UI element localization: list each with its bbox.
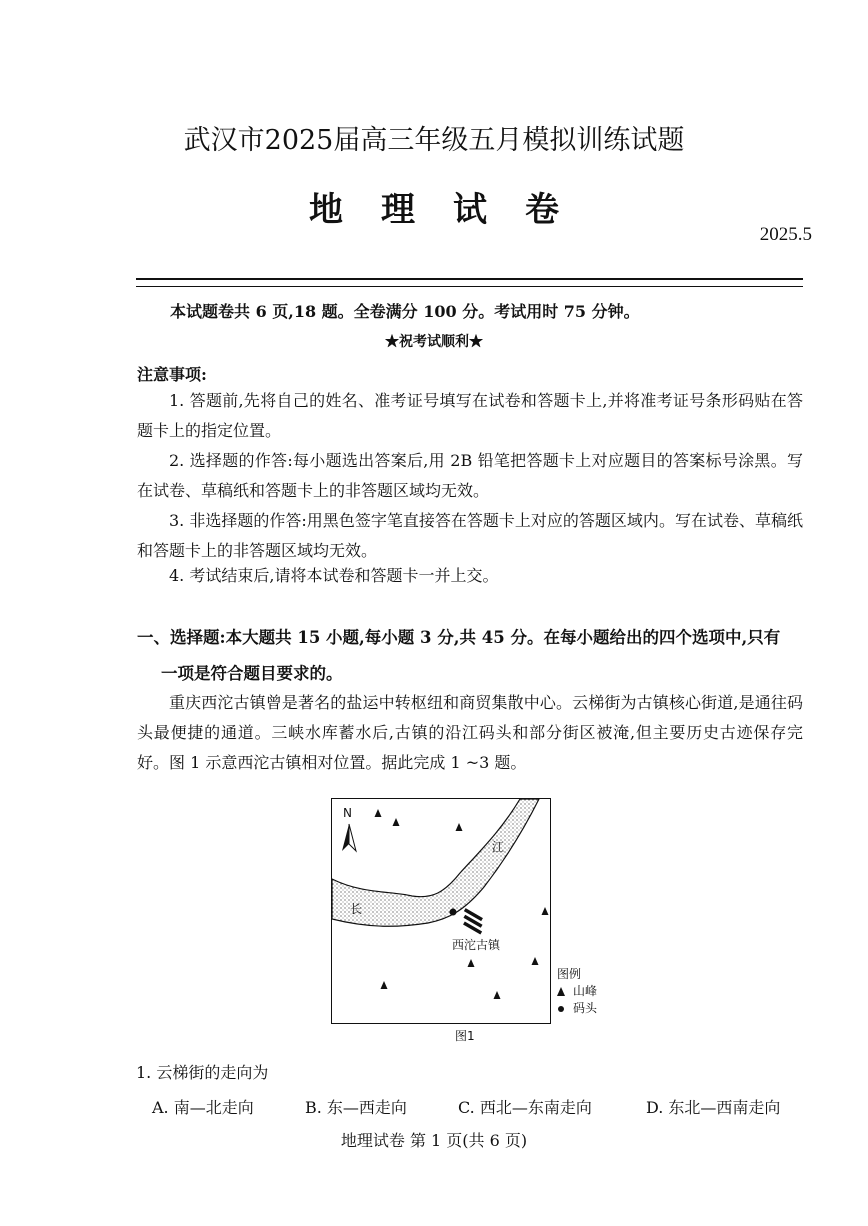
section-heading-line2: 一项是符合题目要求的。 — [161, 664, 343, 683]
exam-summary: 本试题卷共 6 页,18 题。全卷满分 100 分。考试用时 75 分钟。 — [170, 302, 640, 321]
exam-title: 武汉市2025届高三年级五月模拟训练试题 — [183, 125, 685, 156]
north-label: N — [343, 806, 352, 820]
page-footer: 地理试卷 第 1 页(共 6 页) — [340, 1131, 528, 1150]
note-item-3: 3. 非选择题的作答:用黑色签字笔直接答在答题卡上对应的答题区域内。写在试卷、草稿纸和答题卡上的非答题区域均无效。 — [137, 511, 803, 560]
reading-passage: 重庆西沱古镇曾是著名的盐运中转枢纽和商贸集散中心。云梯街为古镇核心街道,是通往码头最便捷的通道。三峡水库蓄水后,古镇的沿江码头和部分街区被淹,但主要历史古迹保存完好。图 1 示意西沱古镇相对位置。据此完成 1 ~3 题。 — [137, 693, 803, 772]
river-label-jiang: 江 — [492, 840, 505, 854]
peak-icon — [557, 987, 565, 996]
question-1-option-b: B. 东—西走向 — [305, 1098, 407, 1117]
note-item-2: 2. 选择题的作答:每小题选出答案后,用 2B 铅笔把答题卡上对应题目的答案标号涂黑。写在试卷、草稿纸和答题卡上的非答题区域均无效。 — [137, 451, 803, 500]
legend-peak-label: 山峰 — [573, 984, 598, 998]
section-heading — [137, 620, 803, 692]
yunti-street-icon — [458, 908, 488, 934]
map-legend — [557, 966, 597, 1017]
river-yangtze — [332, 799, 539, 926]
question-1-option-a: A. 南—北走向 — [152, 1098, 254, 1117]
note-item-1: 1. 答题前,先将自己的姓名、准考证号填写在试卷和答题卡上,并将准考证号条形码贴在答题卡上的指定位置。 — [137, 391, 803, 440]
dock-icon — [557, 1005, 565, 1013]
dock-marker — [450, 909, 457, 916]
figure-caption: 图1 — [455, 1029, 475, 1043]
question-1-stem: 1. 云梯街的走向为 — [136, 1063, 269, 1082]
legend-title: 图例 — [557, 967, 582, 981]
town-label: 西沱古镇 — [452, 938, 501, 952]
legend-dock-row — [557, 1000, 597, 1017]
map-canvas — [332, 799, 549, 1022]
notes-heading: 注意事项: — [137, 365, 207, 384]
header-rule-thick — [136, 278, 803, 280]
legend-peak-row — [557, 983, 597, 1000]
note-item-4: 4. 考试结束后,请将本试卷和答题卡一并上交。 — [169, 566, 499, 585]
section-heading-line1: 一、选择题:本大题共 15 小题,每小题 3 分,共 45 分。在每小题给出的四个选项中,只有 — [137, 628, 781, 647]
subject-title: 地理试卷 — [309, 190, 597, 230]
north-arrow — [342, 806, 356, 851]
question-1-option-c: C. 西北—东南走向 — [458, 1098, 592, 1117]
good-luck-banner: ★祝考试顺利★ — [385, 334, 483, 350]
legend-dock-label: 码头 — [573, 1001, 598, 1015]
river-label-chang: 长 — [350, 902, 363, 916]
header-rule-thin — [136, 286, 803, 287]
exam-date: 2025.5 — [759, 224, 812, 245]
figure-1-map — [331, 798, 551, 1024]
question-1-option-d: D. 东北—西南走向 — [646, 1098, 781, 1117]
